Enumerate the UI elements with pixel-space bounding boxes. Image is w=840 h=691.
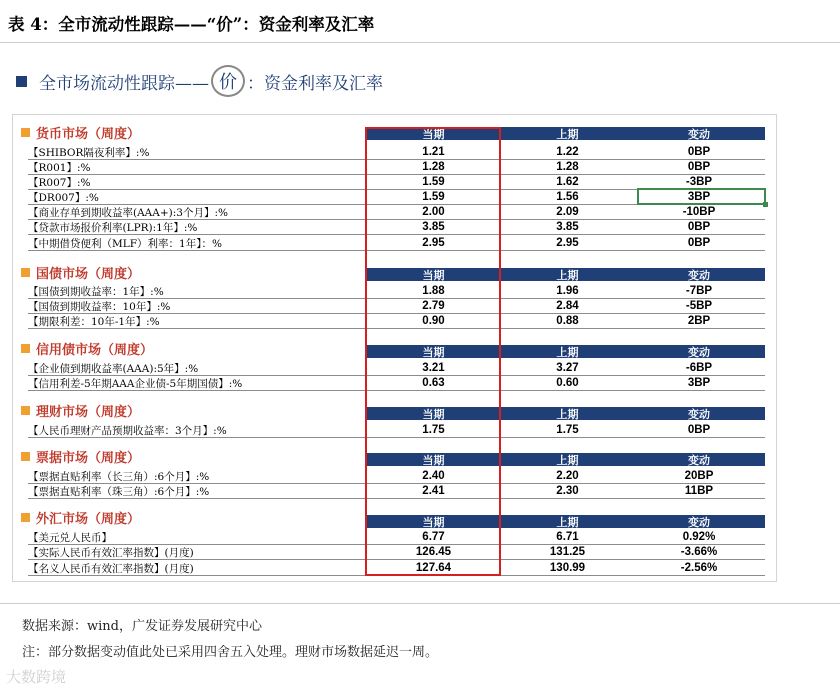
value-previous: 1.62: [556, 176, 579, 188]
value-change: -10BP: [682, 206, 716, 218]
value-change: -3BP: [685, 176, 713, 188]
row-label: 【SHIBOR隔夜利率】:%: [28, 146, 150, 159]
header-change: 变动: [688, 407, 710, 421]
value-previous: 131.25: [549, 546, 586, 558]
value-previous: 1.75: [556, 424, 579, 436]
value-change: -5BP: [685, 300, 713, 312]
subtitle-circled: 价: [211, 65, 245, 97]
subtitle-right: ：资金利率及汇率: [247, 73, 383, 94]
header-previous: 上期: [556, 268, 579, 282]
header-current: 当期: [422, 268, 445, 282]
column-header-row: [365, 453, 765, 466]
subtitle-banner: [16, 66, 383, 96]
header-current: 当期: [422, 515, 445, 529]
value-change: 0BP: [687, 221, 711, 233]
header-previous: 上期: [556, 345, 579, 359]
row-label: 【信用利差-5年期AAA企业债-5年期国债】:%: [28, 377, 243, 390]
value-current: 1.59: [422, 176, 445, 188]
column-header-row: [365, 268, 765, 281]
watermark: 大数跨境: [6, 668, 67, 686]
row-label: 【票据直贴利率（珠三角）:6个月】:%: [28, 485, 210, 498]
section-title-label: 外汇市场（周度）: [36, 512, 141, 527]
table-row: [28, 361, 765, 376]
selected-cell[interactable]: [637, 188, 766, 205]
row-label: 【R001】:%: [28, 161, 91, 174]
section-title-label: 理财市场（周度）: [36, 405, 141, 420]
value-change: 3BP: [687, 377, 711, 389]
orange-square-icon: [21, 268, 30, 277]
header-current: 当期: [422, 345, 445, 359]
value-current: 2.79: [422, 300, 445, 312]
value-previous: 3.85: [556, 221, 579, 233]
value-current: 2.00: [422, 206, 445, 218]
table-row: [28, 160, 765, 175]
value-current: 2.95: [422, 237, 445, 249]
value-change: 2BP: [687, 315, 711, 327]
header-change: 变动: [688, 515, 710, 529]
orange-square-icon: [21, 344, 30, 353]
source-note: 数据来源：wind，广发证券发展研究中心: [22, 619, 262, 634]
value-previous: 2.95: [556, 237, 579, 249]
row-label: 【国债到期收益率：1年】:%: [28, 285, 164, 298]
orange-square-icon: [21, 513, 30, 522]
value-previous: 2.30: [556, 485, 579, 497]
section-title: [21, 263, 140, 282]
value-current: 3.21: [422, 362, 445, 374]
table-row: [28, 545, 765, 560]
value-change: 3BP: [687, 191, 711, 203]
row-label: 【贷款市场报价利率(LPR):1年】:%: [28, 221, 198, 234]
table-row: [28, 561, 765, 576]
value-change: -3.66%: [680, 546, 718, 558]
value-change: 0BP: [687, 146, 711, 158]
header-current: 当期: [422, 127, 445, 141]
value-previous: 2.20: [556, 470, 579, 482]
row-label: 【国债到期收益率：10年】:%: [28, 300, 171, 313]
value-previous: 1.22: [556, 146, 579, 158]
value-previous: 2.09: [556, 206, 579, 218]
value-previous: 6.71: [556, 531, 579, 543]
row-label: 【企业债到期收益率(AAA):5年】:%: [28, 362, 199, 375]
value-current: 126.45: [415, 546, 452, 558]
row-label: 【中期借贷便利（MLF）利率：1年】：%: [28, 237, 222, 250]
value-previous: 3.27: [556, 362, 579, 374]
bottom-divider: [0, 603, 840, 604]
value-current: 2.40: [422, 470, 445, 482]
row-label: 【人民币理财产品预期收益率：3个月】:%: [28, 424, 227, 437]
table-row: [28, 284, 765, 299]
section-title: [21, 123, 140, 142]
row-label: 【票据直贴利率（长三角）:6个月】:%: [28, 470, 210, 483]
value-current: 2.41: [422, 485, 445, 497]
table-caption: 表 4：全市流动性跟踪——“价”：资金利率及汇率: [8, 15, 375, 34]
row-label: 【名义人民币有效汇率指数】(月度): [28, 562, 194, 575]
column-header-row: [365, 515, 765, 528]
value-current: 1.88: [422, 285, 445, 297]
row-label: 【美元兑人民币】: [28, 531, 112, 544]
value-change: 11BP: [684, 485, 714, 497]
value-current: 6.77: [422, 531, 445, 543]
header-change: 变动: [688, 127, 710, 141]
table-row: [28, 236, 765, 251]
header-previous: 上期: [556, 127, 579, 141]
value-current: 0.63: [422, 377, 445, 389]
header-current: 当期: [422, 407, 445, 421]
row-label: 【实际人民币有效汇率指数】(月度): [28, 546, 194, 559]
section-title: [21, 339, 153, 358]
footnote: 注：部分数据变动值此处已采用四舍五入处理。理财市场数据延迟一周。: [22, 645, 439, 660]
column-header-row: [365, 127, 765, 140]
section-title-label: 票据市场（周度）: [36, 451, 141, 466]
column-header-row: [365, 407, 765, 420]
value-current: 1.59: [422, 191, 445, 203]
column-header-row: [365, 345, 765, 358]
value-change: 0BP: [687, 237, 711, 249]
header-change: 变动: [688, 268, 710, 282]
orange-square-icon: [21, 128, 30, 137]
row-label: 【R007】:%: [28, 176, 91, 189]
value-change: -2.56%: [680, 562, 718, 574]
orange-square-icon: [21, 452, 30, 461]
value-change: 0BP: [687, 161, 711, 173]
value-previous: 1.56: [556, 191, 579, 203]
value-current: 1.21: [422, 146, 445, 158]
table-row: [28, 376, 765, 391]
value-previous: 0.60: [556, 377, 579, 389]
table-row: [28, 145, 765, 160]
header-previous: 上期: [556, 515, 579, 529]
header-change: 变动: [688, 453, 710, 467]
table-row: [28, 205, 765, 220]
value-change: 0.92%: [682, 531, 716, 543]
subtitle-left: 全市场流动性跟踪——: [39, 73, 209, 94]
value-current: 127.64: [415, 562, 452, 574]
value-change: 0BP: [687, 424, 711, 436]
orange-square-icon: [21, 406, 30, 415]
row-label: 【期限利差：10年-1年】:%: [28, 315, 160, 328]
table-row: [28, 484, 765, 499]
section-title: [21, 508, 140, 527]
fill-handle[interactable]: [763, 202, 768, 207]
value-change: -7BP: [685, 285, 713, 297]
value-previous: 2.84: [556, 300, 579, 312]
value-previous: 0.88: [556, 315, 579, 327]
section-title: [21, 447, 140, 466]
value-current: 1.28: [422, 161, 445, 173]
table-row: [28, 530, 765, 545]
table-row: [28, 299, 765, 314]
value-change: -6BP: [685, 362, 713, 374]
header-previous: 上期: [556, 407, 579, 421]
table-row: [28, 314, 765, 329]
value-previous: 130.99: [549, 562, 586, 574]
value-current: 0.90: [422, 315, 445, 327]
header-change: 变动: [688, 345, 710, 359]
table-row: [28, 220, 765, 235]
top-divider: [0, 42, 840, 43]
square-bullet-icon: [16, 76, 27, 87]
header-previous: 上期: [556, 453, 579, 467]
header-current: 当期: [422, 453, 445, 467]
value-change: 20BP: [684, 470, 714, 482]
section-title-label: 货币市场（周度）: [36, 127, 141, 142]
table-row: [28, 469, 765, 484]
row-label: 【DR007】:%: [28, 191, 99, 204]
section-title-label: 信用债市场（周度）: [36, 343, 154, 358]
value-previous: 1.28: [556, 161, 579, 173]
section-title-label: 国债市场（周度）: [36, 267, 141, 282]
row-label: 【商业存单到期收益率(AAA+):3个月】:%: [28, 206, 228, 219]
value-current: 3.85: [422, 221, 445, 233]
value-previous: 1.96: [556, 285, 579, 297]
table-row: [28, 423, 765, 438]
section-title: [21, 401, 140, 420]
value-current: 1.75: [422, 424, 445, 436]
